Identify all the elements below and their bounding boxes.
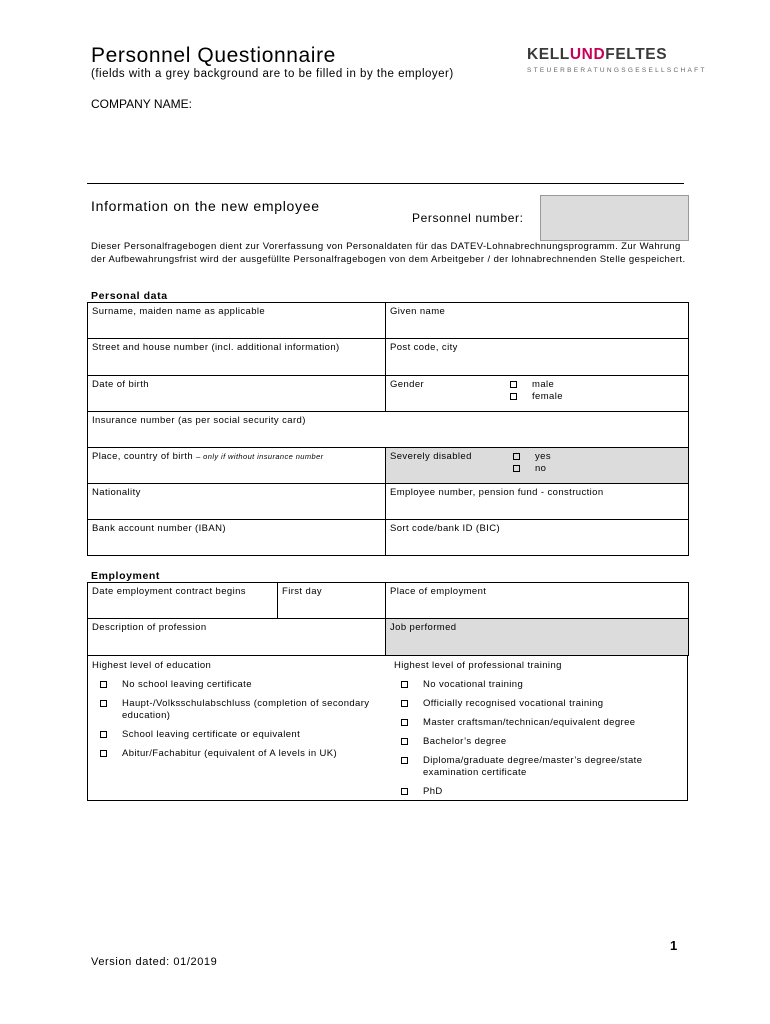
place-of-employment-field[interactable] <box>386 583 689 619</box>
gender-male-option[interactable] <box>510 379 630 391</box>
checkbox[interactable] <box>401 757 408 764</box>
female-label: female <box>532 391 563 402</box>
checkbox[interactable] <box>401 681 408 688</box>
contract-begins-label: Date employment contract begins <box>92 586 246 597</box>
logo-tagline: STEUERBERATUNGSGESELLSCHAFT <box>527 67 707 74</box>
personal-data-heading: Personal data <box>91 290 168 302</box>
company-logo <box>527 46 667 64</box>
training-option-label: PhD <box>423 786 443 797</box>
page-subtitle: (fields with a grey background are to be filled in by the employer) <box>91 68 454 80</box>
intro-paragraph: Dieser Personalfragebogen dient zur Vorerfassung von Personaldaten für das DATEV-Lohnabrechnungsprogramm. Zur Wahrung der Aufbewahrungsfrist wird der ausgefüllte Personalfragebogen von dem Arbeitgeber / der lohnabrechnenden Stelle gespeichert. <box>91 241 686 265</box>
male-checkbox[interactable] <box>510 381 517 388</box>
education-option[interactable] <box>100 748 370 760</box>
postcode-field[interactable] <box>386 339 689 376</box>
page-number: 1 <box>670 938 678 953</box>
insurance-number-field[interactable] <box>88 412 689 448</box>
no-label: no <box>535 463 547 474</box>
surname-label: Surname, maiden name as applicable <box>92 306 266 317</box>
job-performed-field[interactable] <box>386 619 689 656</box>
personnel-number-field[interactable] <box>540 195 689 241</box>
iban-label: Bank account number (IBAN) <box>92 523 226 534</box>
personnel-number-label: Personnel number: <box>412 211 524 225</box>
training-option-label: Bachelor’s degree <box>423 736 507 747</box>
nationality-field[interactable] <box>88 484 386 520</box>
severely-disabled-field <box>386 448 689 484</box>
iban-field[interactable] <box>88 520 386 556</box>
street-label: Street and house number (incl. additional information) <box>92 342 340 353</box>
severely-disabled-label: Severely disabled <box>390 451 472 462</box>
disabled-no-option[interactable] <box>513 463 633 475</box>
female-checkbox[interactable] <box>510 393 517 400</box>
training-option[interactable] <box>401 698 681 710</box>
nationality-label: Nationality <box>92 487 141 498</box>
divider <box>87 183 684 184</box>
education-option-label: No school leaving certificate <box>122 679 252 690</box>
yes-label: yes <box>535 451 551 462</box>
checkbox[interactable] <box>401 788 408 795</box>
version-date: Version dated: 01/2019 <box>91 956 218 968</box>
training-option[interactable] <box>401 736 681 748</box>
checkbox[interactable] <box>100 681 107 688</box>
logo-text-und: UND <box>569 46 606 63</box>
insurance-number-label: Insurance number (as per social security card) <box>92 415 306 426</box>
gender-female-option[interactable] <box>510 391 630 403</box>
disabled-yes-option[interactable] <box>513 451 633 463</box>
bic-field[interactable] <box>386 520 689 556</box>
first-day-label: First day <box>282 586 323 597</box>
training-option[interactable] <box>401 755 681 779</box>
no-checkbox[interactable] <box>513 465 520 472</box>
given-name-field[interactable] <box>386 303 689 339</box>
yes-checkbox[interactable] <box>513 453 520 460</box>
job-performed-label: Job performed <box>390 622 457 633</box>
page-title: Personnel Questionnaire <box>91 44 336 67</box>
education-option[interactable] <box>100 729 370 741</box>
checkbox[interactable] <box>401 700 408 707</box>
education-option-label: Abitur/Fachabitur (equivalent of A levels in UK) <box>122 748 338 759</box>
first-day-field[interactable] <box>278 583 386 619</box>
employment-table <box>87 582 689 656</box>
male-label: male <box>532 379 555 390</box>
education-label: Highest level of education <box>92 660 212 671</box>
date-of-birth-field[interactable] <box>88 376 386 412</box>
birthplace-note: – only if without insurance number <box>196 452 324 461</box>
company-name-label: COMPANY NAME: <box>91 97 192 111</box>
checkbox[interactable] <box>401 719 408 726</box>
postcode-label: Post code, city <box>390 342 458 353</box>
logo-text-kell: KELL <box>527 46 570 63</box>
education-option[interactable] <box>100 679 370 691</box>
given-name-label: Given name <box>390 306 446 317</box>
education-option[interactable] <box>100 698 370 722</box>
birthplace-label: Place, country of birth <box>92 451 194 462</box>
birthplace-field[interactable] <box>88 448 386 484</box>
training-option-label: Officially recognised vocational training <box>423 698 604 709</box>
training-option-label: Master craftsman/technican/equivalent degree <box>423 717 636 728</box>
employment-heading: Employment <box>91 570 161 582</box>
checkbox[interactable] <box>401 738 408 745</box>
training-option-label: No vocational training <box>423 679 524 690</box>
profession-label: Description of profession <box>92 622 207 633</box>
training-options <box>401 679 681 798</box>
checkbox[interactable] <box>100 750 107 757</box>
checkbox[interactable] <box>100 731 107 738</box>
training-option[interactable] <box>401 679 681 691</box>
contract-begins-field[interactable] <box>88 583 278 619</box>
street-field[interactable] <box>88 339 386 376</box>
employee-number-field[interactable] <box>386 484 689 520</box>
employee-number-label: Employee number, pension fund - construction <box>390 487 604 498</box>
personal-data-table <box>87 302 689 556</box>
bic-label: Sort code/bank ID (BIC) <box>390 523 501 534</box>
education-option-label: School leaving certificate or equivalent <box>122 729 301 740</box>
profession-field[interactable] <box>88 619 386 656</box>
gender-label: Gender <box>390 379 425 390</box>
surname-field[interactable] <box>88 303 386 339</box>
training-option[interactable] <box>401 717 681 729</box>
training-option[interactable] <box>401 786 681 798</box>
place-of-employment-label: Place of employment <box>390 586 487 597</box>
training-label: Highest level of professional training <box>394 660 562 671</box>
education-block <box>87 655 688 801</box>
logo-text-feltes: FELTES <box>605 46 668 63</box>
training-option-label: Diploma/graduate degree/master’s degree/state examination certificate <box>423 755 643 778</box>
checkbox[interactable] <box>100 700 107 707</box>
gender-field <box>386 376 689 412</box>
section-title-new-employee: Information on the new employee <box>91 198 320 214</box>
date-of-birth-label: Date of birth <box>92 379 149 390</box>
education-options <box>100 679 370 760</box>
education-option-label: Haupt-/Volksschulabschluss (completion of secondary education) <box>122 698 370 721</box>
